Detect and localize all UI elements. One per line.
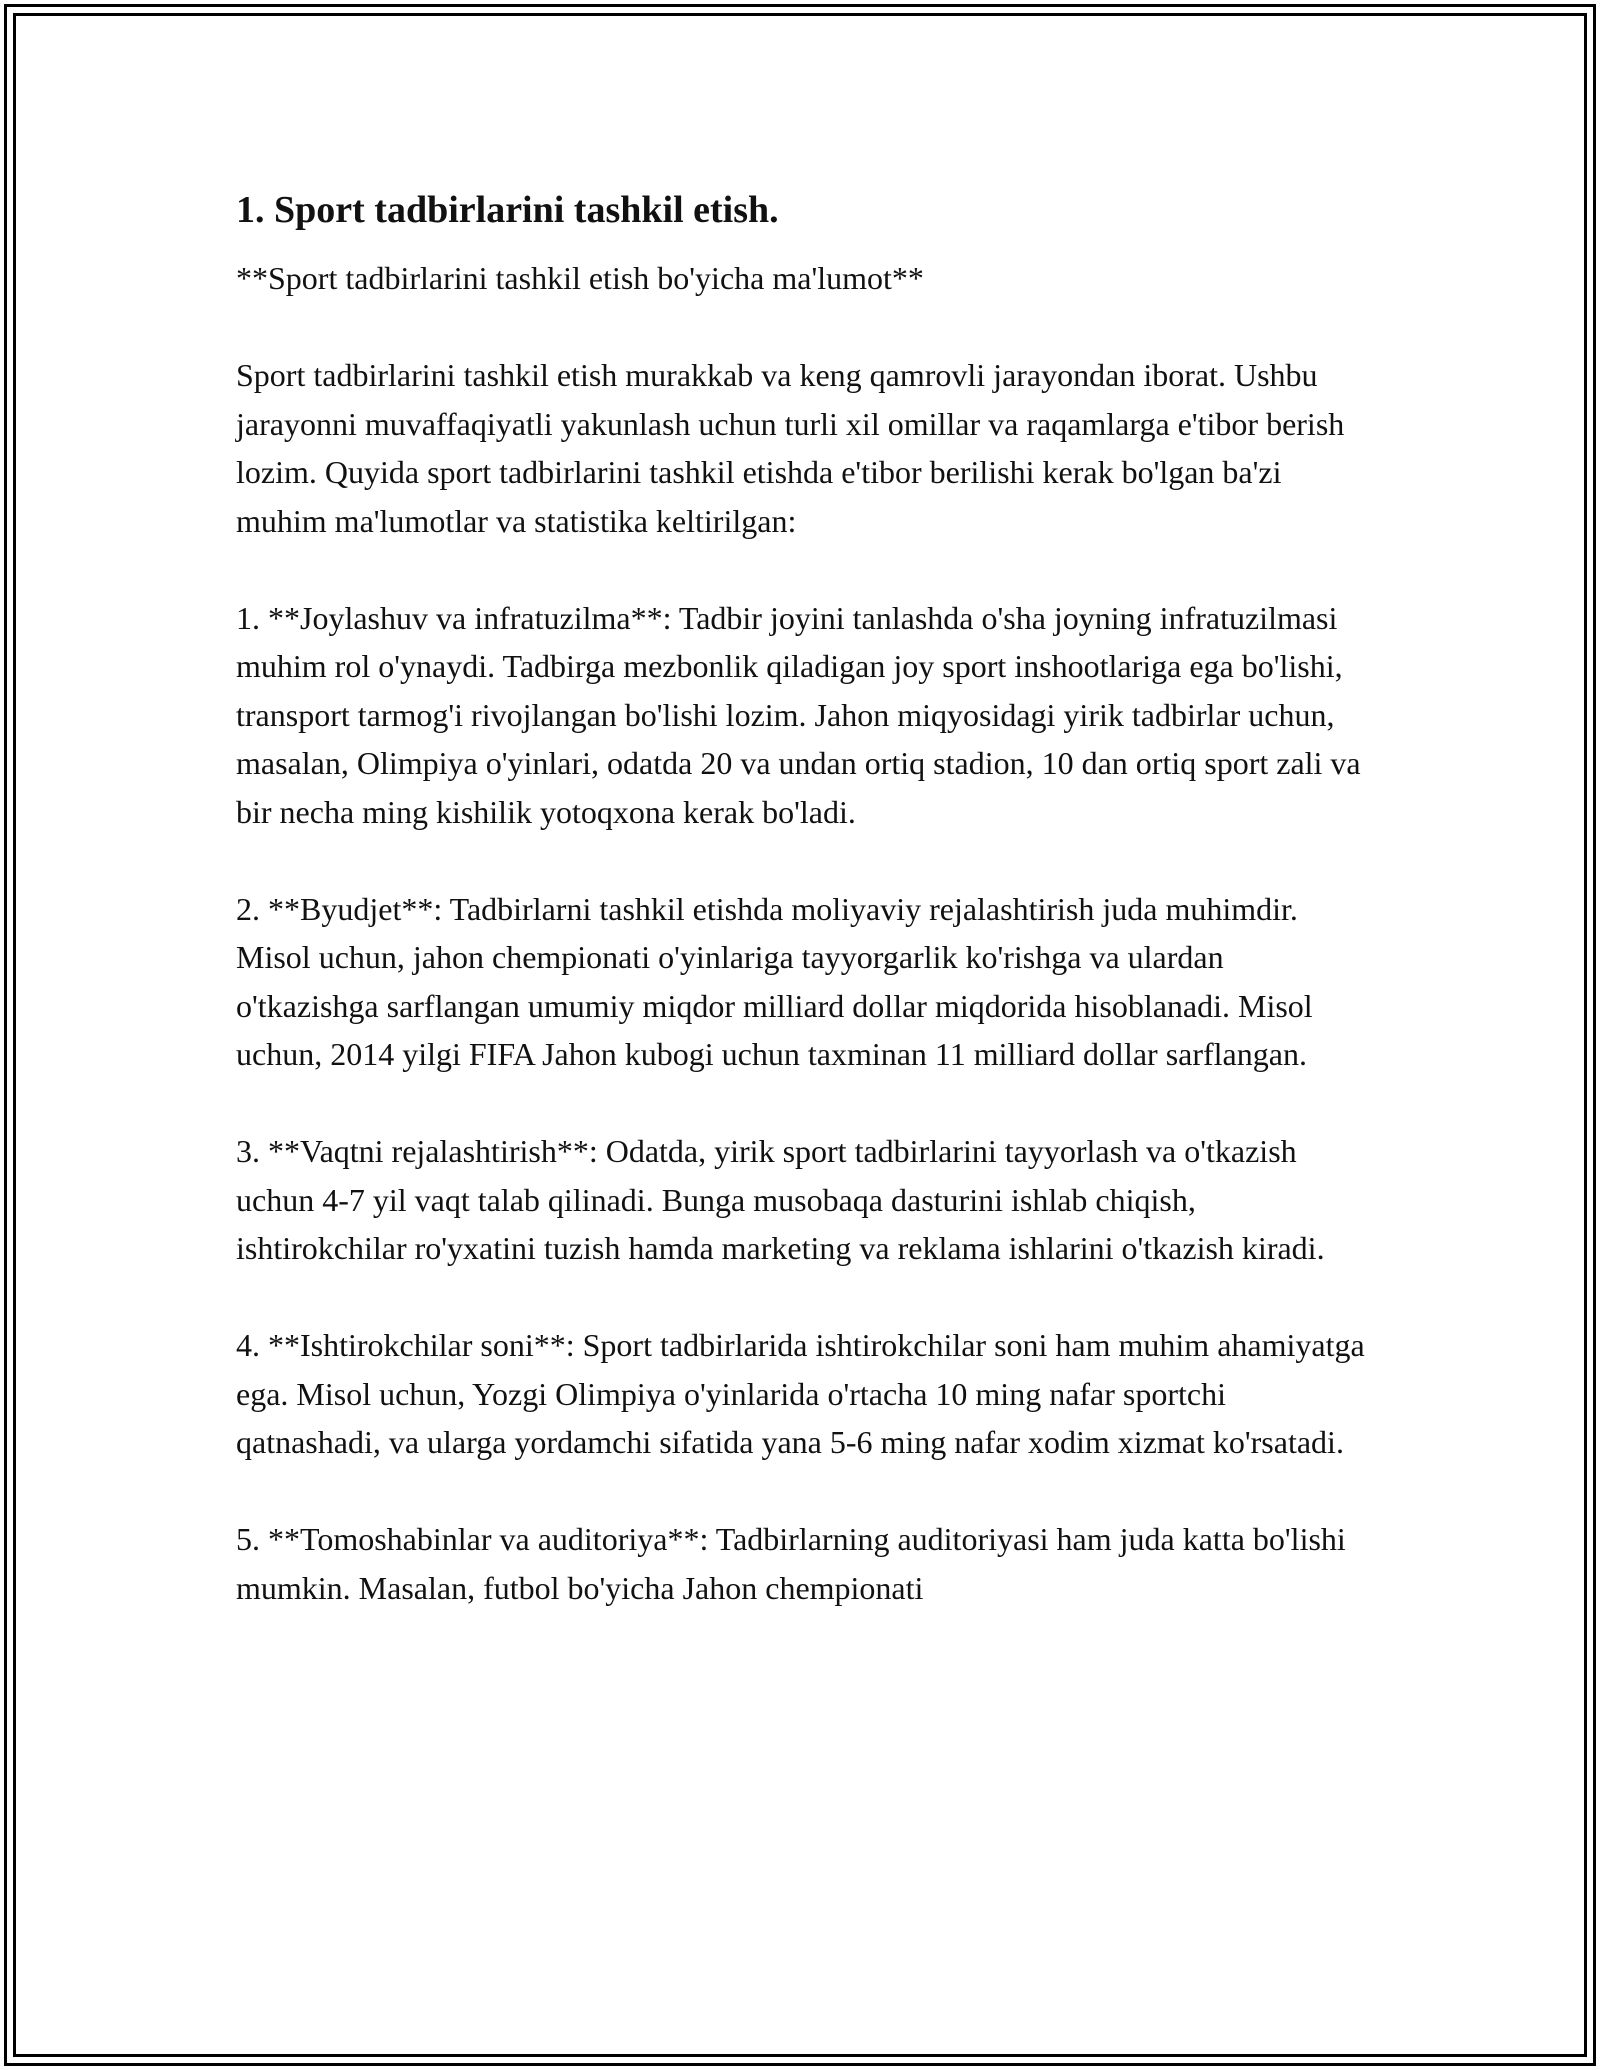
document-body (236, 186, 1366, 1661)
list-item-participants: 4. **Ishtirokchilar soni**: Sport tadbirlarida ishtirokchilar soni ham muhim ahamiyatga ega. Misol uchun, Yozgi Olimpiya o'yinlarida o'rtacha 10 ming nafar sportchi qatnashadi, va ularga yordamchi sifatida yana 5-6 ming nafar xodim xizmat ko'rsatadi. (236, 1327, 1365, 1460)
list-item-audience: 5. **Tomoshabinlar va auditoriya**: Tadbirlarning auditoriyasi ham juda katta bo'lishi mumkin. Masalan, futbol bo'yicha Jahon chempionati (236, 1521, 1346, 1606)
list-item-location: 1. **Joylashuv va infratuzilma**: Tadbir joyini tanlashda o'sha joyning infratuzilmasi muhim rol o'ynaydi. Tadbirga mezbonlik qiladigan joy sport inshootlariga ega bo'lishi, transport tarmog'i rivojlangan bo'lishi lozim. Jahon miqyosidagi yirik tadbirlar uchun, masalan, Olimpiya o'yinlari, odatda 20 va undan ortiq stadion, 10 dan ortiq sport zali va bir necha ming kishilik yotoqxona kerak bo'ladi. (236, 599, 1361, 830)
intro-paragraph: Sport tadbirlarini tashkil etish murakkab va keng qamrovli jarayondan iborat. Ushbu jarayonni muvaffaqiyatli yakunlash uchun turli xil omillar va raqamlarga e'tibor berish lozim. Quyida sport tadbirlarini tashkil etishda e'tibor berilishi kerak bo'lgan ba'zi muhim ma'lumotlar va statistika keltirilgan: (236, 357, 1345, 539)
document-title: 1. Sport tadbirlarini tashkil etish. (236, 189, 779, 231)
list-item-budget: 2. **Byudjet**: Tadbirlarni tashkil etishda moliyaviy rejalashtirish juda muhimdir. Misol uchun, jahon chempionati o'yinlariga tayyorgarlik ko'rishga va ulardan o'tkazishga sarflangan umumiy miqdor milliard dollar miqdorida hisoblanadi. Misol uchun, 2014 yilgi FIFA Jahon kubogi uchun taxminan 11 milliard dollar sarflangan. (236, 890, 1313, 1072)
document-subtitle: **Sport tadbirlarini tashkil etish bo'yicha ma'lumot** (236, 260, 924, 296)
list-item-timeline: 3. **Vaqtni rejalashtirish**: Odatda, yirik sport tadbirlarini tayyorlash va o'tkazish uchun 4-7 yil vaqt talab qilinadi. Bunga musobaqa dasturini ishlab chiqish, ishtirokchilar ro'yxatini tuzish hamda marketing va reklama ishlarini o'tkazish kiradi. (236, 1133, 1325, 1266)
